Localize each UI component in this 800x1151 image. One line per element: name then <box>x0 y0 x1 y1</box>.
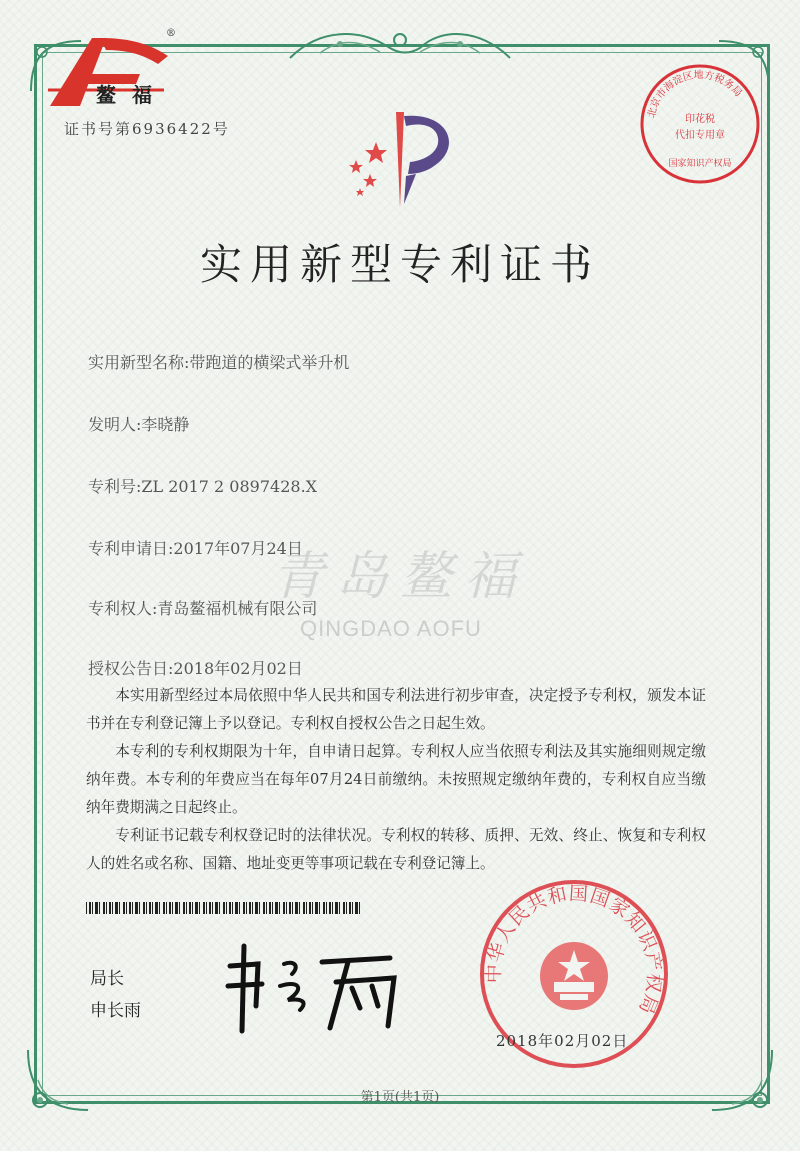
corner-ornament-bottom-right <box>702 1040 782 1120</box>
patent-office-emblem <box>330 104 470 214</box>
corner-ornament-bottom-left <box>18 1040 98 1120</box>
legal-text <box>86 682 706 878</box>
legal-paragraph: 本实用新型经过本局依照中华人民共和国专利法进行初步审查，决定授予专利权，颁发本证书并在专利登记簿上予以登记。专利权自授权公告之日起生效。 <box>86 687 706 732</box>
tax-stamp-line1: 印花税 <box>685 114 715 125</box>
watermark-english: QINGDAO AOFU <box>300 616 482 641</box>
handwritten-signature <box>218 936 408 1036</box>
field-label: 发明人: <box>88 415 142 434</box>
barcode <box>86 902 362 914</box>
field-value: 2017年07月24日 <box>173 539 303 558</box>
field-value: 带跑道的横梁式举升机 <box>189 353 350 372</box>
top-ornament <box>280 18 520 68</box>
tax-stamp-line2: 代扣专用章 <box>675 130 725 141</box>
logo-text: 鳌福 <box>96 83 168 107</box>
legal-paragraph: 本专利的专利权期限为十年，自申请日起算。专利权人应当依照专利法及其实施细则规定缴纳年费。本专利的年费应当在每年07月24日前缴纳。未按照规定缴纳年费的，专利权自应当缴纳年费期满之日起终止。 <box>86 743 706 816</box>
tax-stamp-bottom: 国家知识产权局 <box>668 159 732 169</box>
field-inventor <box>88 412 189 435</box>
field-grant-date <box>88 656 303 679</box>
field-application-date <box>88 536 303 559</box>
field-utility-model-name <box>88 350 349 373</box>
national-emblem-icon <box>540 942 608 1010</box>
field-label: 专利权人: <box>88 599 158 618</box>
director-title: 局长 <box>90 969 124 989</box>
field-patent-number <box>88 474 317 497</box>
field-label: 专利号: <box>88 477 142 496</box>
director-name: 申长雨 <box>90 1001 141 1021</box>
tax-stamp-ring-text: 北京市海淀区地方税务局 <box>646 69 744 119</box>
certificate-number: 证书号第6936422号 <box>64 120 230 138</box>
page-number: 第1页(共1页) <box>360 1090 440 1105</box>
seal-ring-text: 中华人民共和国国家知识产权局 <box>482 882 666 1018</box>
field-value: 李晓静 <box>141 415 190 434</box>
field-value: ZL 2017 2 0897428.X <box>141 477 318 496</box>
field-value: 青岛鳌福机械有限公司 <box>157 599 318 618</box>
legal-paragraph: 专利证书记载专利权登记时的法律状况。专利权的转移、质押、无效、终止、恢复和专利权人的姓名或名称、国籍、地址变更等事项记载在专利登记簿上。 <box>86 827 706 872</box>
field-value: 2018年02月02日 <box>173 659 303 678</box>
registered-mark: ® <box>166 28 176 39</box>
field-label: 专利申请日: <box>88 539 174 558</box>
seal-date: 2018年02月02日 <box>496 1032 629 1050</box>
field-label: 授权公告日: <box>88 659 174 678</box>
certificate-title: 实用新型专利证书 <box>199 240 600 289</box>
tax-stamp <box>638 62 762 186</box>
field-label: 实用新型名称: <box>88 353 190 372</box>
watermark-chinese: 青岛鳌福 <box>272 547 529 607</box>
